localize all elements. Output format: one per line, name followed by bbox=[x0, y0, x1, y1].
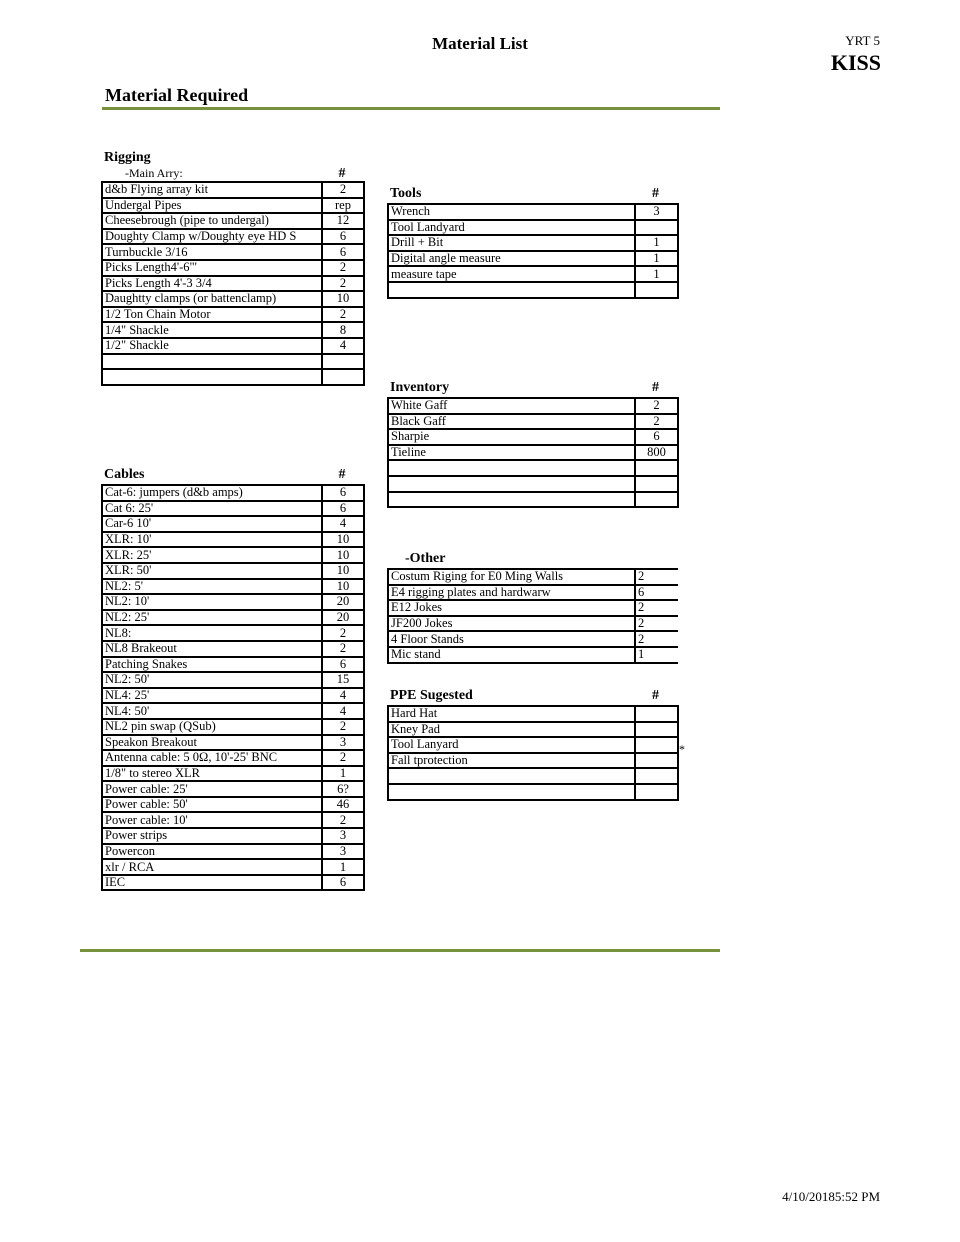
item-qty bbox=[635, 722, 678, 738]
item-name: Power strips bbox=[102, 828, 322, 844]
item-qty: 1 bbox=[322, 766, 364, 782]
tools-title: Tools bbox=[390, 186, 422, 201]
item-qty: 10 bbox=[322, 291, 364, 307]
table-row bbox=[388, 235, 678, 251]
table-row bbox=[388, 445, 678, 461]
table-row bbox=[388, 204, 678, 220]
table-row bbox=[102, 338, 364, 354]
item-name: Tieline bbox=[388, 445, 635, 461]
item-qty: 12 bbox=[322, 213, 364, 229]
item-qty bbox=[635, 476, 678, 492]
item-name: NL2: 10' bbox=[102, 594, 322, 610]
item-qty: 6 bbox=[322, 244, 364, 260]
inventory-qty-header: # bbox=[652, 380, 659, 395]
item-qty: 1 bbox=[322, 859, 364, 875]
item-qty: 2 bbox=[322, 750, 364, 766]
rigging-section bbox=[101, 149, 363, 386]
item-qty: 10 bbox=[322, 563, 364, 579]
item-name: Kney Pad bbox=[388, 722, 635, 738]
item-name bbox=[388, 476, 635, 492]
item-name: Tool Landyard bbox=[388, 220, 635, 236]
item-qty: 800 bbox=[635, 445, 678, 461]
item-name: Mic stand bbox=[388, 647, 635, 663]
table-row bbox=[102, 354, 364, 370]
table-row bbox=[388, 414, 678, 430]
table-row bbox=[102, 501, 364, 517]
tools-table bbox=[387, 203, 679, 299]
item-name bbox=[388, 282, 635, 298]
print-timestamp: 4/10/20185:52 PM bbox=[782, 1189, 880, 1204]
table-row bbox=[388, 460, 678, 476]
table-row bbox=[102, 828, 364, 844]
other-title: -Other bbox=[405, 551, 446, 566]
table-row bbox=[102, 547, 364, 563]
tools-qty-header: # bbox=[652, 186, 659, 201]
table-row bbox=[102, 781, 364, 797]
item-qty: 15 bbox=[322, 672, 364, 688]
cables-title: Cables bbox=[104, 467, 145, 482]
item-qty: 6 bbox=[635, 585, 678, 601]
item-qty: 3 bbox=[635, 204, 678, 220]
item-name: NL2: 25' bbox=[102, 610, 322, 626]
item-qty: 4 bbox=[322, 703, 364, 719]
item-name: NL8 Brakeout bbox=[102, 641, 322, 657]
item-name: NL8: bbox=[102, 625, 322, 641]
item-qty: 3 bbox=[322, 844, 364, 860]
item-qty: 8 bbox=[322, 322, 364, 338]
item-name: Digital angle measure bbox=[388, 251, 635, 267]
item-name: Cat-6: jumpers (d&b amps) bbox=[102, 485, 322, 501]
item-qty: 2 bbox=[322, 182, 364, 198]
table-row bbox=[102, 766, 364, 782]
table-row bbox=[102, 260, 364, 276]
table-row bbox=[388, 600, 678, 616]
item-qty: 1 bbox=[635, 647, 678, 663]
item-qty: 2 bbox=[322, 719, 364, 735]
item-name: 1/4" Shackle bbox=[102, 322, 322, 338]
item-name: 1/8" to stereo XLR bbox=[102, 766, 322, 782]
item-qty: 2 bbox=[322, 260, 364, 276]
table-row bbox=[388, 476, 678, 492]
item-name: d&b Flying array kit bbox=[102, 182, 322, 198]
item-name: Fall tprotection bbox=[388, 753, 635, 769]
table-row bbox=[388, 631, 678, 647]
item-qty: 4 bbox=[322, 338, 364, 354]
item-qty: 3 bbox=[322, 735, 364, 751]
item-qty: 1 bbox=[635, 235, 678, 251]
table-row bbox=[102, 875, 364, 891]
item-qty: 6 bbox=[322, 501, 364, 517]
table-row bbox=[102, 213, 364, 229]
table-row bbox=[388, 266, 678, 282]
table-row bbox=[102, 182, 364, 198]
item-name bbox=[388, 492, 635, 508]
other-table bbox=[387, 568, 678, 664]
table-row bbox=[102, 198, 364, 214]
table-row bbox=[102, 859, 364, 875]
cables-qty-header: # bbox=[338, 467, 346, 482]
table-row bbox=[102, 563, 364, 579]
item-name: XLR: 10' bbox=[102, 532, 322, 548]
item-qty: 10 bbox=[322, 532, 364, 548]
item-name: NL4: 25' bbox=[102, 688, 322, 704]
rigging-subtitle: -Main Arry: bbox=[125, 166, 183, 180]
item-qty: 2 bbox=[322, 812, 364, 828]
table-row bbox=[388, 768, 678, 784]
item-qty bbox=[322, 369, 364, 385]
bottom-divider bbox=[80, 949, 720, 952]
table-row bbox=[388, 737, 678, 753]
item-name: Doughty Clamp w/Doughty eye HD S bbox=[102, 229, 322, 245]
item-name: Car-6 10' bbox=[102, 516, 322, 532]
item-name: 4 Floor Stands bbox=[388, 631, 635, 647]
item-name: XLR: 50' bbox=[102, 563, 322, 579]
item-name bbox=[102, 354, 322, 370]
item-name: NL2: 50' bbox=[102, 672, 322, 688]
item-name: measure tape bbox=[388, 266, 635, 282]
item-qty: 46 bbox=[322, 797, 364, 813]
table-row bbox=[102, 307, 364, 323]
rigging-qty-header: # bbox=[338, 166, 346, 181]
table-row bbox=[102, 532, 364, 548]
item-name: xlr / RCA bbox=[102, 859, 322, 875]
table-row bbox=[388, 492, 678, 508]
item-name: Hard Hat bbox=[388, 706, 635, 722]
item-name: IEC bbox=[102, 875, 322, 891]
table-row bbox=[102, 672, 364, 688]
item-name: Drill + Bit bbox=[388, 235, 635, 251]
table-row bbox=[388, 569, 678, 585]
page-title: Material List bbox=[432, 34, 528, 53]
item-name: XLR: 25' bbox=[102, 547, 322, 563]
table-row bbox=[102, 844, 364, 860]
item-qty: 2 bbox=[322, 276, 364, 292]
cables-section bbox=[101, 466, 363, 891]
top-divider bbox=[102, 107, 720, 110]
table-row bbox=[102, 812, 364, 828]
item-qty bbox=[635, 768, 678, 784]
ppe-section bbox=[387, 687, 677, 801]
table-row bbox=[388, 585, 678, 601]
section-heading: Material Required bbox=[105, 85, 249, 105]
item-name: Power cable: 50' bbox=[102, 797, 322, 813]
item-qty bbox=[635, 492, 678, 508]
table-row bbox=[102, 276, 364, 292]
inventory-title: Inventory bbox=[390, 380, 450, 395]
item-name: NL2: 5' bbox=[102, 579, 322, 595]
item-qty: 6 bbox=[635, 429, 678, 445]
project-name: KISS bbox=[830, 50, 881, 75]
item-qty: 20 bbox=[322, 594, 364, 610]
item-qty: 6 bbox=[322, 875, 364, 891]
table-row bbox=[388, 398, 678, 414]
table-row bbox=[388, 429, 678, 445]
ppe-note-mark: * bbox=[679, 742, 685, 756]
item-qty: 2 bbox=[635, 600, 678, 616]
table-row bbox=[102, 291, 364, 307]
item-name: Picks Length 4'-3 3/4 bbox=[102, 276, 322, 292]
table-row bbox=[388, 282, 678, 298]
item-qty: 2 bbox=[635, 398, 678, 414]
table-row bbox=[102, 244, 364, 260]
item-name: NL4: 50' bbox=[102, 703, 322, 719]
item-qty: 2 bbox=[322, 307, 364, 323]
item-qty: 2 bbox=[635, 616, 678, 632]
item-qty: 10 bbox=[322, 579, 364, 595]
item-name: Speakon Breakout bbox=[102, 735, 322, 751]
table-row bbox=[102, 797, 364, 813]
item-qty: 1 bbox=[635, 251, 678, 267]
item-qty bbox=[635, 706, 678, 722]
item-qty: 6 bbox=[322, 657, 364, 673]
item-name: Cat 6: 25' bbox=[102, 501, 322, 517]
table-row bbox=[102, 703, 364, 719]
table-row bbox=[102, 229, 364, 245]
table-row bbox=[388, 220, 678, 236]
item-name: Powercon bbox=[102, 844, 322, 860]
table-row bbox=[102, 735, 364, 751]
item-name: NL2 pin swap (QSub) bbox=[102, 719, 322, 735]
cables-table bbox=[101, 484, 365, 891]
item-name: Patching Snakes bbox=[102, 657, 322, 673]
item-qty: 2 bbox=[635, 569, 678, 585]
item-qty: 10 bbox=[322, 547, 364, 563]
item-name: Antenna cable: 5 0Ω, 10'-25' BNC bbox=[102, 750, 322, 766]
item-name: 1/2 Ton Chain Motor bbox=[102, 307, 322, 323]
item-qty bbox=[322, 354, 364, 370]
table-row bbox=[102, 516, 364, 532]
table-row bbox=[388, 784, 678, 800]
table-row bbox=[102, 594, 364, 610]
table-row bbox=[388, 251, 678, 267]
item-name: Black Gaff bbox=[388, 414, 635, 430]
rigging-table bbox=[101, 181, 365, 386]
table-row bbox=[388, 706, 678, 722]
item-qty bbox=[635, 737, 678, 753]
table-row bbox=[102, 610, 364, 626]
item-qty: 4 bbox=[322, 516, 364, 532]
item-qty: 6? bbox=[322, 781, 364, 797]
item-qty: 1 bbox=[635, 266, 678, 282]
item-qty: 2 bbox=[635, 631, 678, 647]
item-name: White Gaff bbox=[388, 398, 635, 414]
item-name: Cheesebrough (pipe to undergal) bbox=[102, 213, 322, 229]
table-row bbox=[102, 369, 364, 385]
table-row bbox=[102, 322, 364, 338]
ppe-title: PPE Sugested bbox=[390, 688, 473, 703]
table-row bbox=[102, 719, 364, 735]
item-qty: rep bbox=[322, 198, 364, 214]
item-name: E4 rigging plates and hardwarw bbox=[388, 585, 635, 601]
item-qty bbox=[635, 282, 678, 298]
item-qty: 6 bbox=[322, 485, 364, 501]
item-name: 1/2" Shackle bbox=[102, 338, 322, 354]
table-row bbox=[102, 750, 364, 766]
item-name: Power cable: 25' bbox=[102, 781, 322, 797]
ppe-qty-header: # bbox=[652, 688, 659, 703]
item-name: Picks Length4'-6"' bbox=[102, 260, 322, 276]
table-row bbox=[388, 647, 678, 663]
item-qty bbox=[635, 784, 678, 800]
item-name bbox=[388, 784, 635, 800]
table-row bbox=[102, 657, 364, 673]
item-name: E12 Jokes bbox=[388, 600, 635, 616]
table-row bbox=[388, 753, 678, 769]
item-qty bbox=[635, 753, 678, 769]
inventory-table bbox=[387, 397, 679, 508]
item-qty bbox=[635, 460, 678, 476]
table-row bbox=[388, 616, 678, 632]
item-name bbox=[388, 768, 635, 784]
table-row bbox=[102, 625, 364, 641]
rigging-title: Rigging bbox=[104, 150, 151, 165]
item-name bbox=[102, 369, 322, 385]
item-name bbox=[388, 460, 635, 476]
item-qty: 2 bbox=[322, 641, 364, 657]
item-qty: 2 bbox=[322, 625, 364, 641]
ppe-table bbox=[387, 705, 679, 801]
table-row bbox=[102, 485, 364, 501]
item-qty: 3 bbox=[322, 828, 364, 844]
table-row bbox=[388, 722, 678, 738]
inventory-section bbox=[387, 379, 677, 508]
item-name: JF200 Jokes bbox=[388, 616, 635, 632]
table-row bbox=[102, 688, 364, 704]
item-qty: 4 bbox=[322, 688, 364, 704]
item-qty: 6 bbox=[322, 229, 364, 245]
document-code: YRT 5 bbox=[845, 33, 880, 48]
item-name: Tool Lanyard bbox=[388, 737, 635, 753]
item-qty bbox=[635, 220, 678, 236]
other-section bbox=[387, 550, 677, 664]
item-name: Turnbuckle 3/16 bbox=[102, 244, 322, 260]
item-name: Daughtty clamps (or battenclamp) bbox=[102, 291, 322, 307]
item-qty: 2 bbox=[635, 414, 678, 430]
item-name: Power cable: 10' bbox=[102, 812, 322, 828]
table-row bbox=[102, 579, 364, 595]
item-name: Sharpie bbox=[388, 429, 635, 445]
item-name: Costum Riging for E0 Ming Walls bbox=[388, 569, 635, 585]
item-name: Wrench bbox=[388, 204, 635, 220]
table-row bbox=[102, 641, 364, 657]
item-name: Undergal Pipes bbox=[102, 198, 322, 214]
item-qty: 20 bbox=[322, 610, 364, 626]
tools-section bbox=[387, 185, 677, 299]
